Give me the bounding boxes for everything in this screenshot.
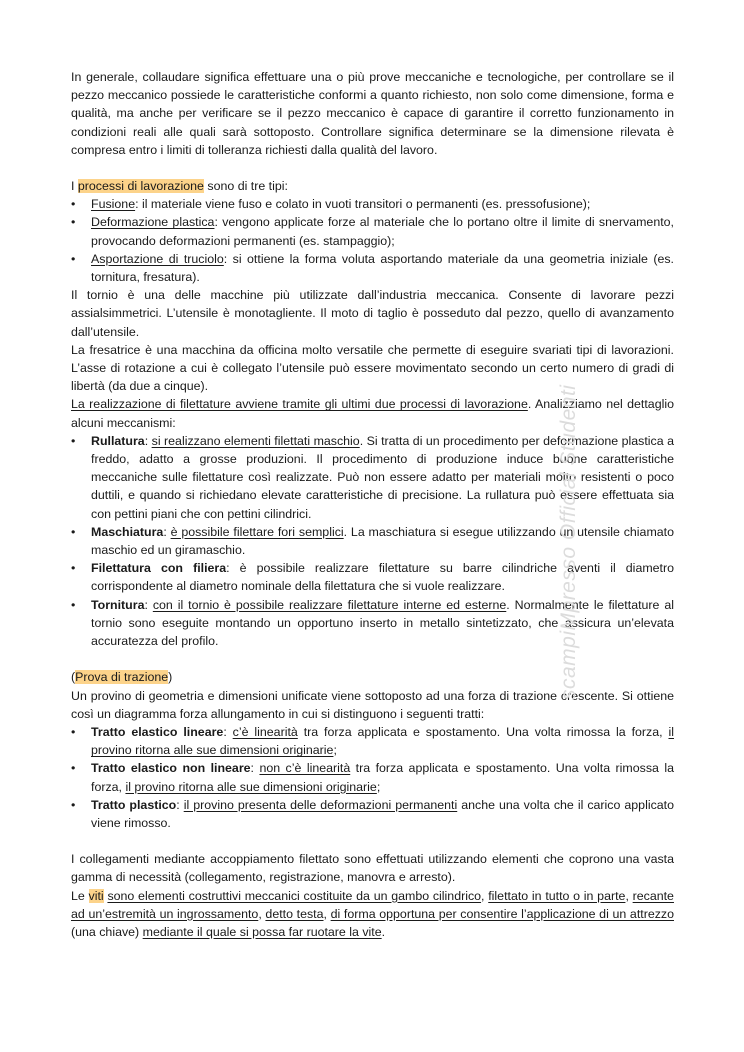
filettature-paragraph bbox=[71, 395, 674, 431]
item-term: Tratto elastico non lineare bbox=[91, 761, 251, 776]
viti-sep: , bbox=[323, 906, 331, 921]
trazione-intro: Un provino di geometria e dimensioni unificate viene sottoposto ad una forza di trazione crescente. Si ottiene così un diagramma forza allungamento in cui si distinguono i seguenti tratti: bbox=[71, 688, 674, 721]
item-sep: : bbox=[163, 524, 171, 539]
viti-sep: , bbox=[258, 906, 266, 921]
item-text: . La maschiatura si esegue utilizzando un utensile chiamato maschio ed un giramaschio. bbox=[91, 524, 674, 558]
viti-pre: Le bbox=[71, 888, 89, 903]
item-underlined: non c’è linearità bbox=[259, 761, 351, 776]
watermark-text: scampiMpresso Official Studenti bbox=[557, 384, 580, 700]
processi-heading bbox=[71, 177, 674, 195]
processi-pre: I bbox=[71, 179, 78, 194]
item-text: : vengono applicate forze al materiale che lo portano oltre il limite di snervamento, provocando deformazioni permanenti (es. stampaggio); bbox=[91, 215, 674, 248]
viti-sep: (una chiave) bbox=[71, 924, 143, 939]
viti-sep: , bbox=[481, 888, 489, 903]
viti-underlined: di forma opportuna per consentire l’applicazione di un attrezzo bbox=[330, 906, 674, 921]
trazione-list bbox=[71, 723, 674, 832]
item-sep: : bbox=[250, 761, 260, 776]
processi-list bbox=[71, 195, 674, 286]
filettature-list bbox=[71, 432, 674, 650]
item-underlined: si realizzano elementi filettati maschio bbox=[151, 433, 360, 448]
item-text: . Si tratta di un procedimento per deformazione plastica a freddo, adatto a grosse produzioni. Il procedimento di produzione induce buone caratteristiche meccaniche sulle filettature così realizzate. Può non essere adatto per materiali molto resistenti o poco duttili, e quando si richiedano elevate caratteristiche di precisione. La rullatura può essere effettuata sia con pettini piani che con pettini cilindrici. bbox=[91, 433, 674, 521]
list-item bbox=[71, 596, 674, 651]
list-item bbox=[71, 796, 674, 832]
processi-post: sono di tre tipi: bbox=[203, 179, 288, 194]
item-term: Maschiatura bbox=[91, 524, 164, 539]
list-item bbox=[71, 432, 674, 523]
list-item bbox=[71, 759, 674, 795]
viti-paragraph bbox=[71, 887, 674, 942]
item-term: Tornitura bbox=[91, 597, 145, 612]
paren-close: ) bbox=[168, 670, 173, 685]
viti-underlined: detto testa bbox=[265, 906, 324, 921]
list-item bbox=[71, 723, 674, 759]
item-sep: : bbox=[176, 797, 184, 812]
viti-underlined: mediante il quale si possa far ruotare la vite bbox=[142, 924, 382, 939]
filettature-rest: . Analizziamo nel dettaglio alcuni meccanismi: bbox=[71, 397, 674, 430]
item-text: : il materiale viene fuso e colato in vuoti transitori o permanenti (es. pressofusione); bbox=[135, 197, 591, 212]
item-text: . Normalmente le filettature al tornio sono eseguite montando un opportuno inserto in metallo sintetizzato, che assicura un’elevata accuratezza del profilo. bbox=[91, 597, 674, 649]
item-term: Asportazione di truciolo bbox=[91, 251, 224, 266]
processi-highlight: processi di lavorazione bbox=[77, 179, 204, 194]
item-underlined: c’è linearità bbox=[232, 724, 298, 739]
viti-end: . bbox=[381, 924, 386, 939]
filettature-underlined: La realizzazione di filettature avviene tramite gli ultimi due processi di lavorazione bbox=[71, 397, 528, 412]
item-underlined: il provino ritorna alle sue dimensioni originarie bbox=[91, 724, 674, 758]
viti-underlined: filettato in tutto o in parte bbox=[488, 888, 626, 903]
viti-highlight: viti bbox=[88, 888, 104, 903]
list-item bbox=[71, 213, 674, 249]
item-text: ; bbox=[333, 743, 337, 758]
item-text: : si ottiene la forma voluta asportando materiale da una geometria iniziale (es. tornitura, fresatura). bbox=[91, 251, 674, 285]
tornio-paragraph: Il tornio è una delle macchine più utilizzate dall’industria meccanica. Consente di lavorare pezzi assialsimmetrici. L’utensile è monotagliente. Il moto di taglio è posseduto dal pezzo, quello di avanzamento dall’utensile. bbox=[71, 288, 674, 339]
list-item bbox=[71, 523, 674, 559]
fresatrice-paragraph: La fresatrice è una macchina da officina molto versatile che permette di eseguire svariati tipi di lavorazioni. L’asse di rotazione a cui è collegato l’utensile può essere movimentato secondo un certo numero di gradi di libertà (da due a cinque). bbox=[71, 342, 674, 394]
viti-underlined: recante ad un’estremità un ingrossamento bbox=[71, 888, 674, 921]
item-underlined: con il tornio è possibile realizzare filettature interne ed esterne bbox=[152, 597, 507, 612]
item-text: tra forza applicata e spostamento. Una volta rimossa la forza, bbox=[297, 724, 669, 739]
collegamenti-paragraph: I collegamenti mediante accoppiamento filettato sono effettuati utilizzando elementi che coprono una vasta gamma di necessità (collegamento, registrazione, manovra e arresto). bbox=[71, 852, 674, 885]
intro-paragraph: In generale, collaudare significa effettuare una o più prove meccaniche e tecnologiche, per controllare se il pezzo meccanico possiede le caratteristiche conformi a quanto richiesto, non solo come dimensione, forma e qualità, ma anche per verificare se il pezzo meccanico è capace di garantire il corretto funzionamento in condizioni reali alle quali sarà sottoposto. Controllare significa determinare se la dimensione rilevata è compresa entro i limiti di tolleranza richiesti dalla qualità del lavoro. bbox=[71, 70, 674, 157]
item-sep: : bbox=[144, 597, 153, 612]
item-underlined: il provino ritorna alle sue dimensioni originarie bbox=[125, 779, 377, 794]
item-text: è possibile realizzare filettature su barre cilindriche aventi il diametro corrispondente al diametro nominale della filettatura che si vuole realizzare. bbox=[91, 561, 675, 594]
trazione-heading bbox=[71, 668, 674, 686]
item-term: Tratto elastico lineare bbox=[91, 724, 224, 739]
item-sep: : bbox=[144, 433, 152, 448]
paren-open: ( bbox=[71, 670, 76, 685]
item-sep: : bbox=[226, 561, 240, 576]
list-item bbox=[71, 250, 674, 286]
list-item bbox=[71, 195, 674, 213]
item-text: anche una volta che il carico applicato viene rimosso. bbox=[91, 797, 675, 830]
item-term: Rullatura bbox=[91, 433, 145, 448]
item-term: Filettatura con filiera bbox=[91, 561, 227, 576]
viti-underlined: sono elementi costruttivi meccanici costituite da un gambo cilindrico bbox=[107, 888, 482, 903]
item-sep: : bbox=[223, 724, 233, 739]
item-underlined: è possibile filettare fori semplici bbox=[170, 524, 344, 539]
viti-sep: , bbox=[625, 888, 633, 903]
item-term: Fusione bbox=[91, 197, 136, 212]
item-text: ; bbox=[376, 779, 381, 794]
item-text: tra forza applicata e spostamento. Una volta rimossa la forza, bbox=[91, 761, 675, 794]
trazione-highlight: Prova di trazione bbox=[75, 670, 169, 685]
item-term: Tratto plastico bbox=[91, 797, 177, 812]
document-body bbox=[71, 68, 674, 941]
list-item bbox=[71, 559, 674, 595]
item-term: Deformazione plastica bbox=[91, 215, 215, 230]
item-underlined: il provino presenta delle deformazioni permanenti bbox=[183, 797, 458, 812]
